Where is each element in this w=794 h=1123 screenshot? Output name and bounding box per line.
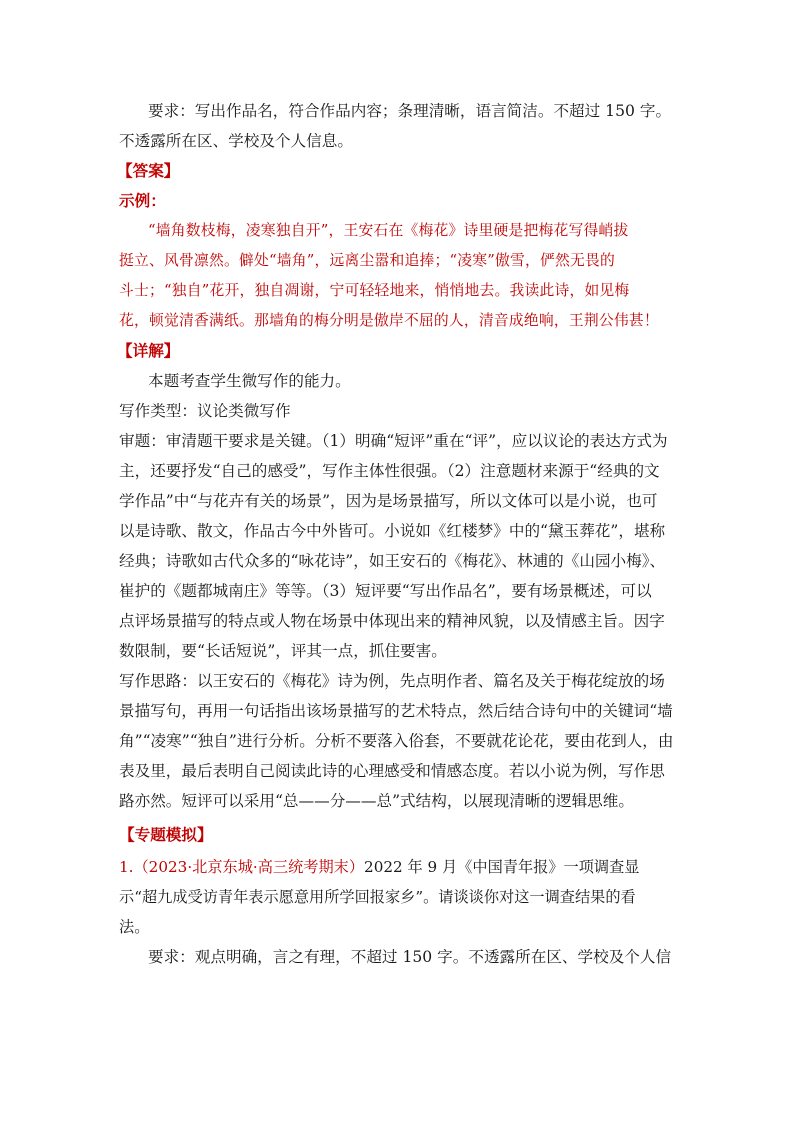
review-line-7: 点评场景描写的特点或人物在场景中体现出来的精神风貌，以及情感主旨。因字: [119, 612, 665, 630]
requirement-line-1: 要求：写出作品名，符合作品内容；条理清晰，语言简洁。不超过 150 字。: [148, 102, 672, 120]
question-line-1-rest: 2022 年 9 月《中国青年报》一项调查显: [364, 858, 640, 876]
document-page: [119, 96, 679, 972]
idea-line-5: 路亦然。短评可以采用“总——分——总”式结构，以展现清晰的逻辑思维。: [119, 792, 634, 810]
answer-tag: 【答案】: [117, 161, 180, 180]
writing-type-line: 写作类型：议论类微写作: [119, 402, 291, 420]
idea-line-3: 角”“凌寒”“独自”进行分析。分析不要落入俗套，不要就花论花，要由花到人，由: [119, 732, 674, 750]
example-label: 示例：: [119, 191, 166, 210]
question-line-3: 法。: [119, 918, 150, 936]
review-line-5: 经典；诗歌如古代众多的“咏花诗”，如王安石的《梅花》、林逋的《山园小梅》、: [119, 552, 666, 570]
idea-line-4: 表及里，最后表明自己阅读此诗的心理感受和情感态度。若以小说为例，写作思: [119, 762, 665, 780]
review-line-3: 学作品”中“与花卉有关的场景”，因为是场景描写，所以文体可以是小说，也可: [119, 492, 658, 510]
review-line-2: 主，还要抒发“自己的感受”，写作主体性很强。（2）注意题材来源于“经典的文: [119, 462, 660, 480]
idea-line-1: 写作思路：以王安石的《梅花》诗为例，先点明作者、篇名及关于梅花绽放的场: [119, 672, 665, 690]
idea-line-2: 景描写句，再用一句话指出该场景描写的艺术特点，然后结合诗句中的关键词“墙: [119, 702, 673, 720]
requirement-line-2: 不透露所在区、学校及个人信息。: [119, 132, 353, 150]
question-requirement: 要求：观点明确，言之有理，不超过 150 字。不透露所在区、学校及个人信: [148, 948, 672, 966]
special-topic-tag: 【专题模拟】: [119, 825, 213, 844]
example-line-4: 花，顿觉清香满纸。那墙角的梅分明是傲岸不屈的人，清音成绝响，王荆公伟甚！: [119, 312, 659, 329]
review-line-4: 以是诗歌、散文，作品古今中外皆可。小说如《红楼梦》中的“黛玉葬花”，堪称: [119, 522, 666, 540]
review-line-8: 数限制，要“长话短说”，评其一点，抓住要害。: [119, 642, 447, 660]
question-source: 1.（2023·北京东城·高三统考期末）: [119, 858, 365, 876]
review-line-1: 审题：审清题干要求是关键。（1）明确“短评”重在“评”，应以议论的表达方式为: [119, 432, 668, 450]
review-line-6: 崔护的《题都城南庄》等等。（3）短评要“写出作品名”，要有场景概述，可以: [119, 582, 652, 600]
question-line-1: [119, 852, 679, 882]
question-line-2: 示“超九成受访青年表示愿意用所学回报家乡”。请谈谈你对这一调查结果的看: [119, 888, 636, 906]
example-line-2: 挺立、风骨凛然。僻处“墙角”，远离尘嚣和追捧；“凌寒”傲雪，俨然无畏的: [119, 252, 615, 269]
detail-tag: 【详解】: [117, 341, 180, 360]
detail-intro: 本题考查学生微写作的能力。: [148, 372, 351, 390]
example-line-1: “墙角数枝梅，凌寒独自开”，王安石在《梅花》诗里硬是把梅花写得峭拔: [148, 222, 629, 239]
example-line-3: 斗士；“独自”花开，独自凋谢，宁可轻轻地来，悄悄地去。我读此诗，如见梅: [119, 282, 630, 299]
